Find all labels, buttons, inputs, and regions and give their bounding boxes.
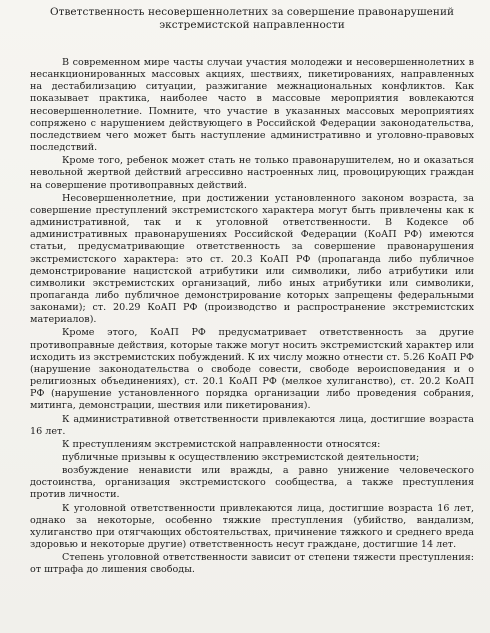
paragraph-4: Кроме этого, КоАП РФ предусматривает ответственность за другие противоправные действия, которые также могут носить экстремистский характер или исходить из экстремистских побуждений. К их числу можно отнести ст. 5.26 КоАП РФ (нарушение законодательства о свободе совести, свободе вероисповедания и о религиозных объединениях), ст. 20.1 КоАП РФ (мелкое хулиганство), ст. 20.2 КоАП РФ (нарушение установленного порядка организации либо проведения собрания, митинга, демонстрации, шествия или пикетирования). xyxy=(30,327,474,412)
paragraph-2: Кроме того, ребенок может стать не только правонарушителем, но и оказаться невольной жертвой действий агрессивно настроенных лиц, провоцирующих граждан на совершение противоправных действий. xyxy=(30,155,474,191)
paragraph-5: К административной ответственности привлекаются лица, достигшие возраста 16 лет. xyxy=(30,413,474,437)
paragraph-8: возбуждение ненависти или вражды, а равно унижение человеческого достоинства, организация экстремистского сообщества, а также преступления против личности. xyxy=(30,465,474,501)
title-line-2: экстремистской направленности xyxy=(159,18,345,31)
paragraph-6: К преступлениям экстремистской направленности относятся: xyxy=(62,438,381,450)
paragraph-9: К уголовной ответственности привлекаются лица, достигшие возраста 16 лет, однако за некоторые, особенно тяжкие преступления (убийство, вандализм, хулиганство при отягчающих обстоятельствах, причинение тяжкого и среднего вреда здоровью и некоторые другие) ответственность несут граждане, достигшие 14 лет. xyxy=(30,502,474,551)
paragraph-7: публичные призывы к осуществлению экстремистской деятельности; xyxy=(62,452,420,463)
paragraph-3: Несовершеннолетние, при достижении установленного законом возраста, за совершение преступлений экстремистского характера могут быть привлечены как к административной, так и к уголовной ответственности. В Кодексе об административных правонарушениях Российской Федерации (КоАП РФ) имеются статьи, предусматривающие ответственность за совершение правонарушения экстремистского характера: это ст. 20.3 КоАП РФ (пропаганда либо публичное демонстрирование нацистской атрибутики или символики, либо атрибутики или символики экстремистских организаций, либо иных атрибутики или символики, пропаганда либо публичное демонстрирование которых запрещены федеральными законами); ст. 20.29 КоАП РФ (производство и распространение экстремистских материалов). xyxy=(30,192,474,326)
document-title xyxy=(30,6,474,31)
title-line-1: Ответственность несовершеннолетних за совершение правонарушений xyxy=(49,6,455,18)
paragraph-10: Степень уголовной ответственности зависит от степени тяжести преступления: от штрафа до лишения свободы. xyxy=(30,552,474,576)
paragraph-1: В современном мире часты случаи участия молодежи и несовершеннолетних в несанкционированных массовых акциях, шествиях, пикетированиях, направленных на дестабилизацию ситуации, разжигание межнациональных конфликтов. Как показывает практика, наиболее часто в массовые мероприятия вовлекаются несовершеннолетние. Помните, что участие в указанных массовых мероприятиях сопряжено с нарушением действующего в Российской Федерации законодательства, последствием чего может быть наступление административно и уголовно-правовых последствий. xyxy=(30,57,474,154)
